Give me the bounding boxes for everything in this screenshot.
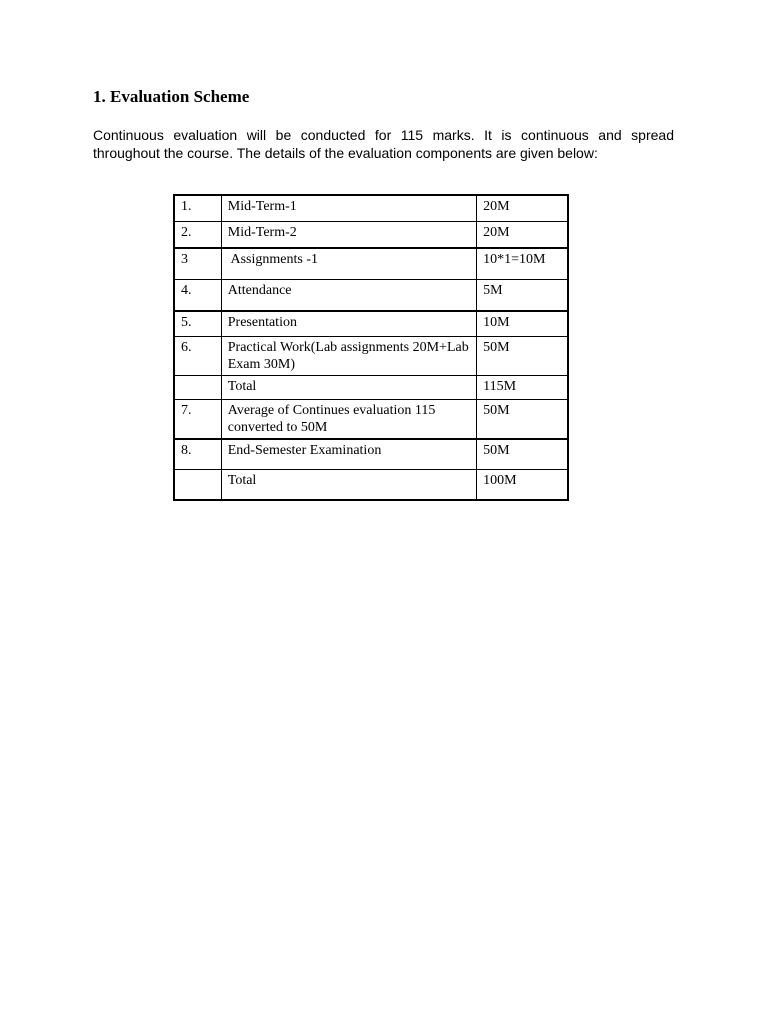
row-marks: 10*1=10M [477, 248, 568, 280]
table-row [174, 222, 568, 249]
table-row [174, 337, 568, 376]
row-number: 3 [174, 248, 221, 280]
row-component: Average of Continues evaluation 115 converted to 50M [221, 400, 476, 440]
row-component: Mid-Term-1 [221, 195, 476, 222]
table-row [174, 400, 568, 440]
row-number: 8. [174, 439, 221, 470]
table-row [174, 280, 568, 312]
row-component: Attendance [221, 280, 476, 312]
row-marks: 20M [477, 222, 568, 249]
row-component: End-Semester Examination [221, 439, 476, 470]
row-number [174, 470, 221, 501]
row-number: 7. [174, 400, 221, 440]
row-number [174, 376, 221, 400]
table-row [174, 311, 568, 337]
table-row [174, 376, 568, 400]
row-marks: 10M [477, 311, 568, 337]
section-heading: 1. Evaluation Scheme [93, 87, 250, 106]
row-component: Total [221, 470, 476, 501]
row-marks: 50M [477, 439, 568, 470]
row-component: Total [221, 376, 476, 400]
row-number: 5. [174, 311, 221, 337]
row-component: Mid-Term-2 [221, 222, 476, 249]
row-marks: 20M [477, 195, 568, 222]
row-component: Presentation [221, 311, 476, 337]
row-marks: 50M [477, 400, 568, 440]
row-number: 6. [174, 337, 221, 376]
row-component: Practical Work(Lab assignments 20M+Lab Exam 30M) [221, 337, 476, 376]
row-number: 1. [174, 195, 221, 222]
row-marks: 50M [477, 337, 568, 376]
row-marks: 5M [477, 280, 568, 312]
evaluation-table [173, 194, 569, 501]
row-number: 4. [174, 280, 221, 312]
table-row [174, 439, 568, 470]
table-row [174, 248, 568, 280]
intro-paragraph: Continuous evaluation will be conducted for 115 marks. It is continuous and spread throughout the course. The details of the evaluation components are given below: [93, 127, 674, 161]
row-number: 2. [174, 222, 221, 249]
row-marks: 100M [477, 470, 568, 501]
table-row [174, 470, 568, 501]
table-row [174, 195, 568, 222]
row-component: Assignments -1 [221, 248, 476, 280]
row-marks: 115M [477, 376, 568, 400]
